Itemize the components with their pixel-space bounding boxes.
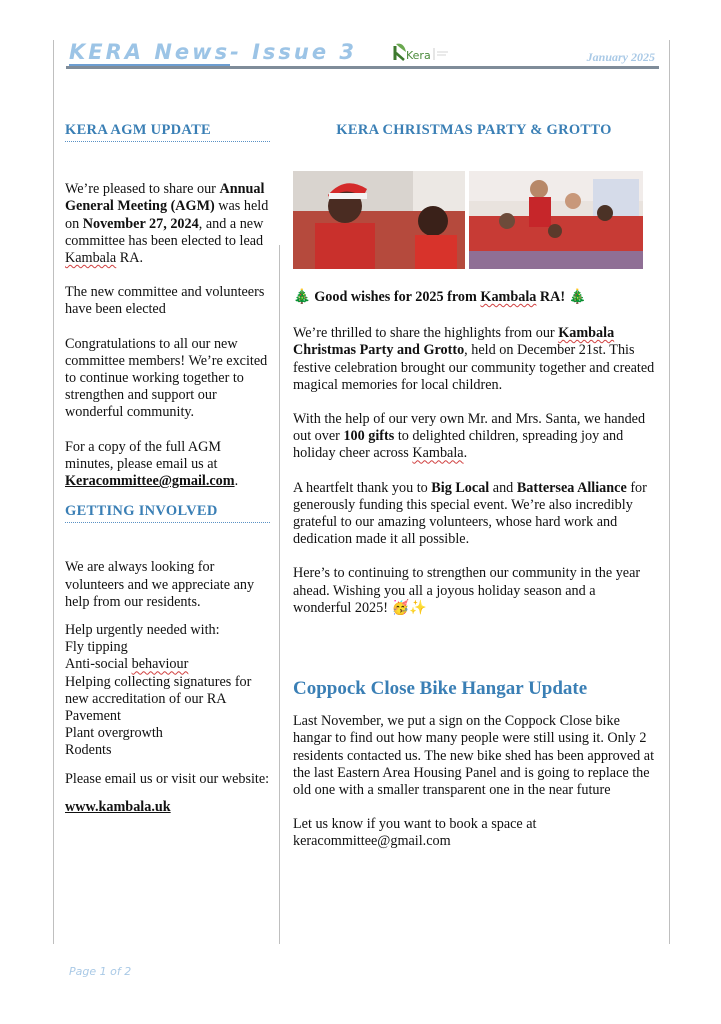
- right-body: [293, 289, 655, 851]
- newsletter-title: [69, 40, 357, 64]
- agm-p4-text: For a copy of the full AGM minutes, please email us at: [65, 438, 222, 472]
- p3-text2: for generously funding this special event. We’re also incredibly grateful to our amazing volunteers, whose hard work and dedication made it all possible.: [293, 479, 647, 548]
- p1-text: We’re thrilled to share the highlights from our: [293, 325, 559, 342]
- party-paragraph-1: [293, 325, 655, 394]
- agm-p1-text4: RA.: [116, 250, 144, 267]
- title-issue: - Issue 3: [230, 40, 358, 64]
- help-intro: Help urgently needed with:: [65, 622, 220, 639]
- party-heading: KERA CHRISTMAS PARTY & GROTTO: [336, 122, 612, 138]
- tree-icon: 🎄: [568, 289, 587, 305]
- wishes-end: RA!: [536, 289, 566, 305]
- help-item-text: Anti-social: [65, 656, 132, 673]
- agm-paragraph-4: [65, 439, 270, 491]
- agm-email-link[interactable]: Keracommittee@gmail.com: [65, 473, 235, 490]
- bike-paragraph-1: Last November, we put a sign on the Coppock Close bike hangar to find out how many people were still using it. Only 2 residents contacted us. The new bike shed has been approved at the last Eastern Area Housing Panel and is going to replace the old one with a smaller transparent one in the near future: [293, 713, 655, 799]
- p2-text: With the help of our very own Mr. and Mrs. Santa, we handed out over: [293, 411, 646, 445]
- agm-p1-bold: Annual General Meeting (AGM): [65, 181, 265, 215]
- left-column: [65, 122, 270, 816]
- title-main: KERA News: [69, 40, 231, 64]
- agm-paragraph-2: The new committee and volunteers have been elected: [65, 284, 265, 318]
- help-item: Helping collecting signatures for new accreditation of our RA: [65, 673, 252, 707]
- help-item: [65, 656, 270, 673]
- wishes-line: [293, 289, 655, 306]
- p1-kambala: Kambala: [558, 325, 615, 342]
- party-paragraph-2: [293, 411, 655, 463]
- page-number: Page 1 of 2: [69, 965, 132, 978]
- p1-bold: Christmas Party and Grotto: [293, 342, 465, 359]
- p2-text2: to delighted children, spreading joy and holiday cheer across: [293, 428, 624, 462]
- bike-heading: Coppock Close Bike Hangar Update: [293, 678, 588, 700]
- agm-p1-text: We’re pleased to share our: [65, 181, 220, 198]
- help-item: Plant overgrowth: [65, 725, 163, 742]
- p2-kambala: Kambala: [412, 445, 464, 462]
- right-column: [293, 122, 655, 139]
- bike-paragraph-2: Let us know if you want to book a space at keracommittee@gmail.com: [293, 816, 537, 850]
- issue-date: January 2025: [586, 50, 655, 64]
- p3-and: and: [489, 479, 517, 496]
- party-paragraph-4: [293, 565, 655, 617]
- agm-p1-text3: , and a new committee has been elected to lead: [65, 215, 264, 249]
- tree-icon: 🎄: [293, 289, 311, 305]
- party-paragraph-3: [293, 480, 655, 549]
- agm-p4-end: .: [234, 473, 239, 490]
- p3-biglocal: Big Local: [431, 479, 490, 496]
- party-emoji-icon: 🥳✨: [391, 599, 427, 616]
- agm-p1-text2: was held on: [65, 198, 269, 232]
- p2-gifts: 100 gifts: [343, 428, 395, 445]
- agm-date: November 27, 2024: [82, 215, 199, 232]
- p3-text: A heartfelt thank you to: [293, 479, 432, 496]
- wishes-text: Good wishes for 2025 from: [314, 289, 481, 305]
- logo-text: Kera: [406, 49, 431, 62]
- agm-kambala: Kambala: [65, 250, 117, 267]
- kera-logo: [392, 40, 462, 64]
- page-border-left: [53, 40, 54, 944]
- page-border-right: [669, 40, 670, 944]
- column-divider: [279, 245, 280, 944]
- header-rule: [66, 66, 659, 69]
- help-item: Fly tipping: [65, 639, 128, 656]
- p2-end: .: [463, 445, 468, 462]
- help-item: Pavement: [65, 708, 121, 725]
- help-item: Rodents: [65, 742, 112, 759]
- help-item-squiggle: behaviour: [131, 656, 189, 673]
- p3-battersea: Battersea Alliance: [516, 479, 627, 496]
- agm-paragraph-3: Congratulations to all our new committee members! We’re excited to continue working together to strengthen and support our wonderful community.: [65, 335, 268, 421]
- p1-text2: , held on December 21st. This festive celebration brought our community together and created magical memories for local children.: [293, 342, 655, 393]
- help-list: [65, 639, 270, 759]
- agm-heading: KERA AGM UPDATE: [65, 122, 270, 142]
- agm-paragraph-1: [65, 181, 270, 267]
- wishes-kambala: Kambala: [480, 289, 537, 305]
- involved-paragraph: We are always looking for volunteers and we appreciate any help from our residents.: [65, 559, 255, 610]
- website-link[interactable]: www.kambala.uk: [65, 798, 171, 815]
- christmas-party-photos: [293, 171, 643, 269]
- p4-text: Here’s to continuing to strengthen our community in the year ahead. Wishing you all a joyous holiday season and a wonderful 2025!: [293, 565, 641, 616]
- involved-heading: GETTING INVOLVED: [65, 503, 270, 523]
- contact-paragraph: Please email us or visit our website:: [65, 770, 270, 787]
